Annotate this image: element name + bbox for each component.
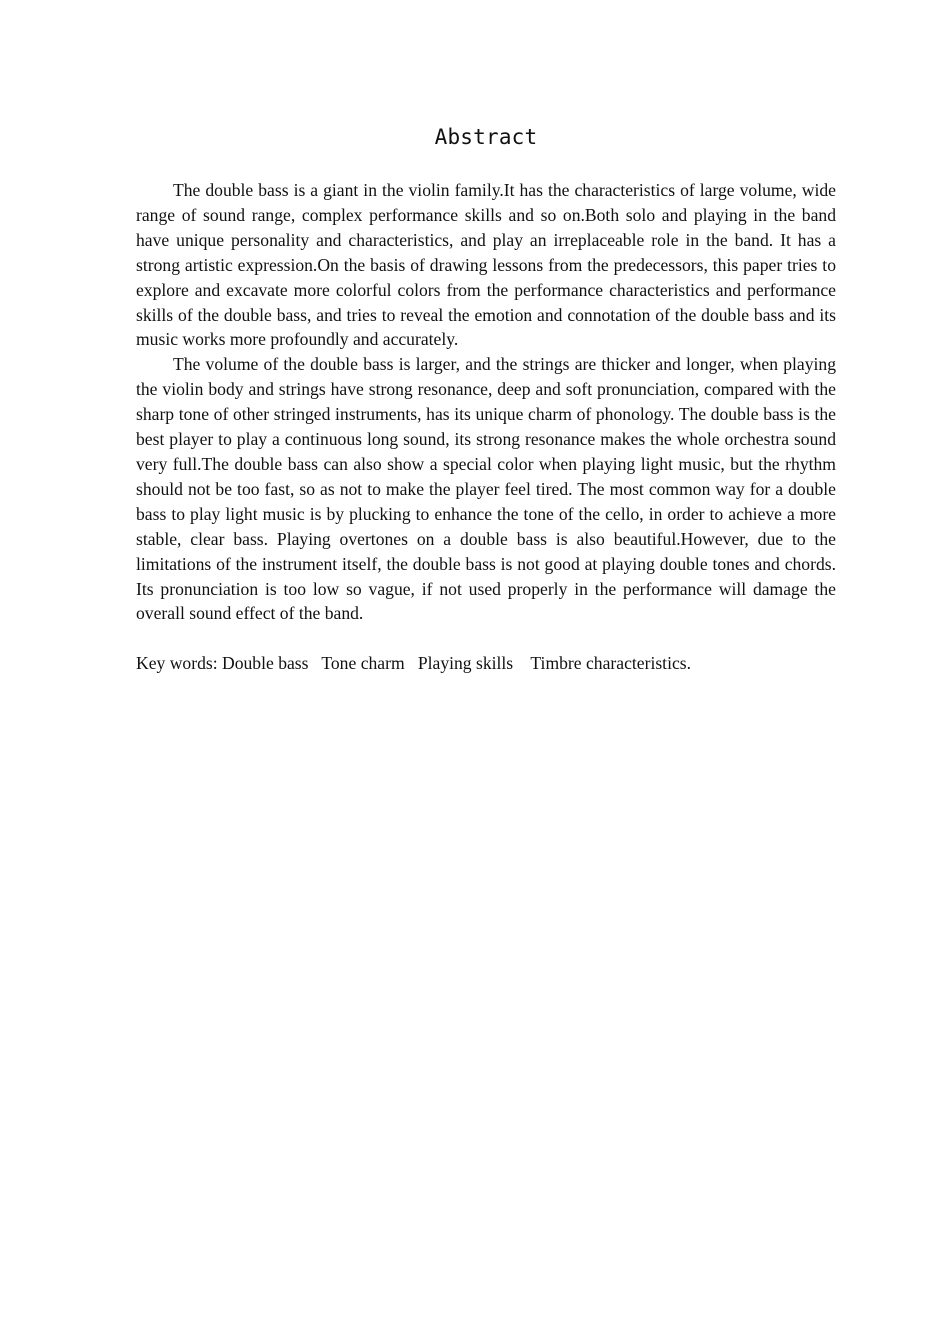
abstract-paragraph-1: The double bass is a giant in the violin family.It has the characteristics of large volume, wide range of sound range, complex performance skills and so on.Both solo and playing in the band have unique personality and characteristics, and play an irreplaceable role in the band. It has a strong artistic expression.On the basis of drawing lessons from the predecessors, this paper tries to explore and excavate more colorful colors from the performance characteristics and performance skills of the double bass, and tries to reveal the emotion and connotation of the double bass and its music works more profoundly and accurately.: [136, 180, 836, 350]
abstract-title: Abstract: [434, 125, 538, 149]
abstract-page: [136, 120, 836, 676]
abstract-paragraph-2: The volume of the double bass is larger, and the strings are thicker and longer, when playing the violin body and strings have strong resonance, deep and soft pronunciation, compared with the sharp tone of other stringed instruments, has its unique charm of phonology. The double bass is the best player to play a continuous long sound, its strong resonance makes the whole orchestra sound very full.The double bass can also show a special color when playing light music, but the rhythm should not be too fast, so as not to make the player feel tired. The most common way for a double bass to play light music is by plucking to enhance the tone of the cello, in order to achieve a more stable, clear bass. Playing overtones on a double bass is also beautiful.However, due to the limitations of the instrument itself, the double bass is not good at playing double tones and chords. Its pronunciation is too low so vague, if not used properly in the performance will damage the overall sound effect of the band.: [136, 354, 836, 624]
keywords-line: Key words: Double bass Tone charm Playing skills Timbre characteristics.: [136, 653, 692, 674]
